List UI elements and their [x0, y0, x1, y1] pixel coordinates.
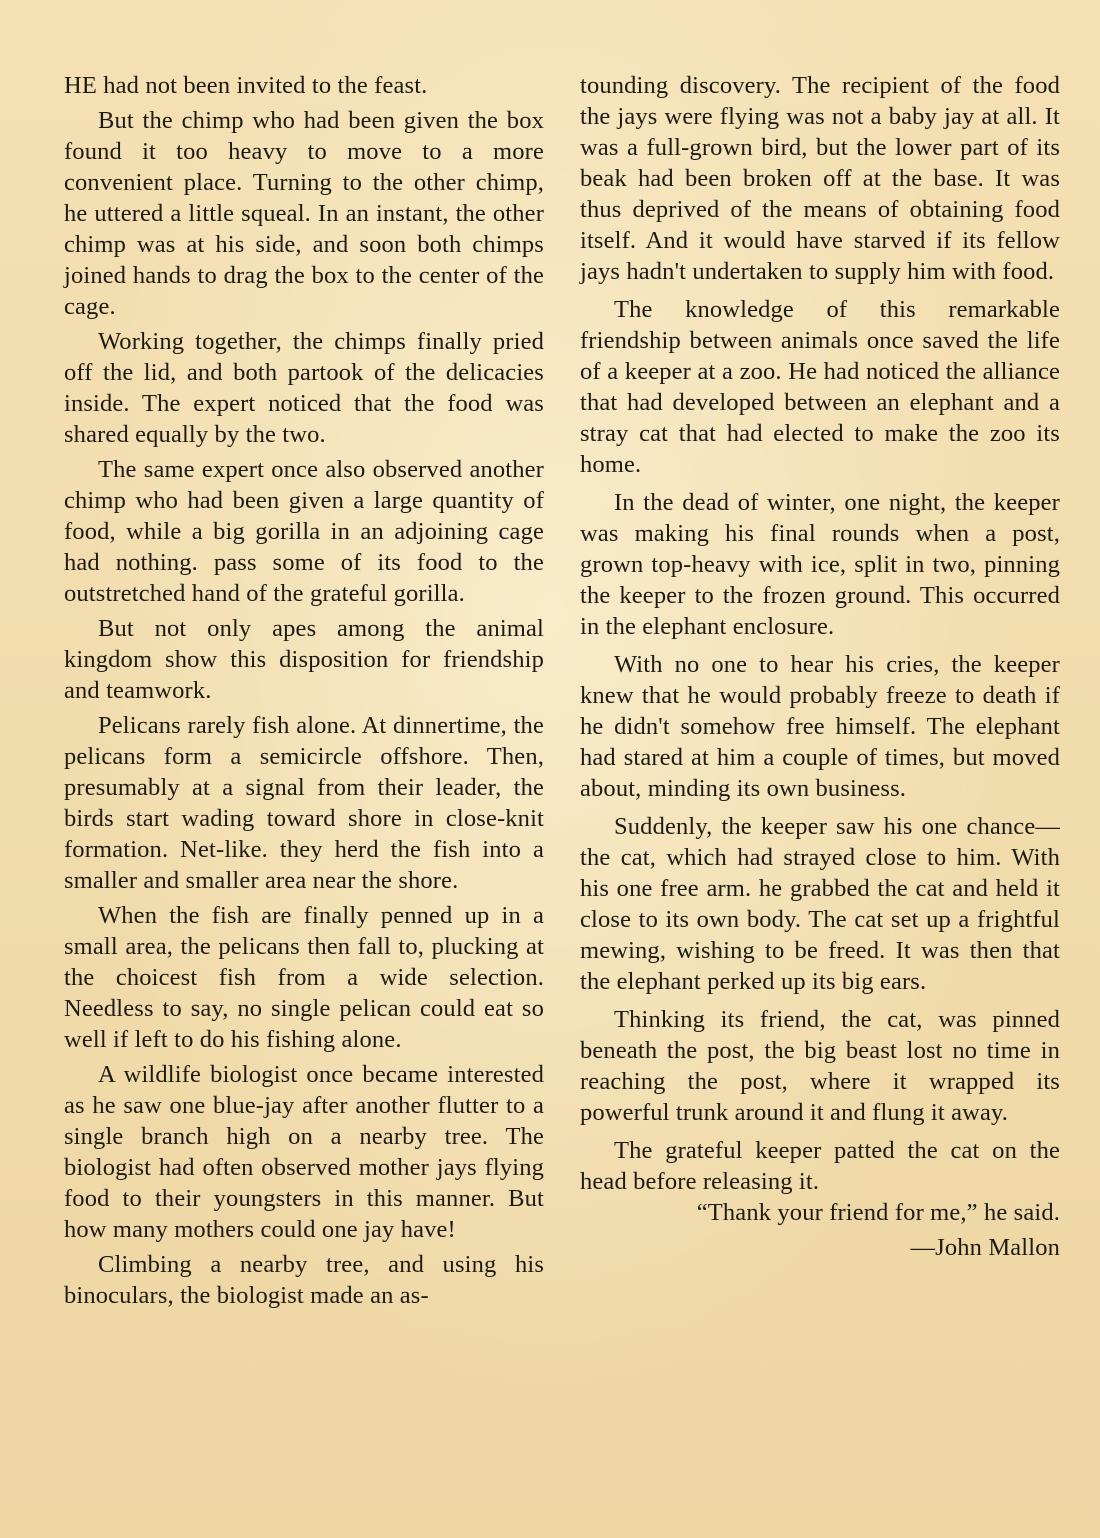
paragraph-grateful-keeper: The grateful keeper patted the cat on the head before releasing it. [580, 1137, 1060, 1195]
paragraph-pelicans: Pelicans rarely fish alone. At dinnertime, the pelicans form a semicircle offshore. Then, presumably at a signal from their leader, the birds start wading toward shore in close-knit formation. Net-like. they herd the fish into a smaller and smaller area near the shore. [64, 712, 544, 894]
paragraph-zoo-keeper: The knowledge of this remarkable friendship between animals once saved the life of a keeper at a zoo. He had noticed the alliance that had developed between an elephant and a stray cat that had elected to make the zoo its home. [580, 296, 1060, 478]
paragraph-big-beast: Thinking its friend, the cat, was pinned beneath the post, the big beast lost no time in reaching the post, where it wrapped its powerful trunk around it and flung it away. [580, 1006, 1060, 1126]
closing-quote: “Thank your friend for me,” he said. [696, 1199, 1060, 1226]
paragraph-chimp-box: But the chimp who had been given the box found it too heavy to move to a more convenient place. Turning to the other chimp, he uttered a little squeal. In an instant, the other chimp was at his side, and soon both chimps joined hands to drag the box to the center of the cage. [64, 107, 544, 320]
paragraph-biologist: A wildlife biologist once became interested as he saw one blue-jay after another flutter to a single branch high on a nearby tree. The biologist had often observed mother jays flying food to their youngsters in this manner. But how many mothers could one jay have! [64, 1061, 544, 1243]
paragraph-climbing: Climbing a nearby tree, and using his binoculars, the biologist made an as- [64, 1251, 544, 1309]
paragraph-winter-night: In the dead of winter, one night, the keeper was making his final rounds when a post, grown top-heavy with ice, split in two, pinning the keeper to the frozen ground. This occurred in the elephant enclosure. [580, 489, 1060, 640]
paragraph-pelicans-feast: When the fish are finally penned up in a small area, the pelicans then fall to, plucking at the choicest fish from a wide selection. Needless to say, no single pelican could eat so well if left to do his fishing alone. [64, 902, 544, 1053]
paragraph-discovery: tounding discovery. The recipient of the food the jays were flying was not a baby jay at all. It was a full-grown bird, but the lower part of its beak had been broken off at the base. It was thus deprived of the means of obtaining food itself. And it would have starved if its fellow jays hadn't undertaken to supply him with food. [580, 72, 1060, 285]
paragraph-gorilla: The same expert once also observed another chimp who had been given a large quantity of food, while a big gorilla in an adjoining cage had nothing. pass some of its food to the outstretched hand of the grateful gorilla. [64, 456, 544, 607]
paragraph-cat-chance: Suddenly, the keeper saw his one chance—the cat, which had strayed close to him. With his one free arm. he grabbed the cat and held it close to its own body. The cat set up a frightful mewing, wishing to be freed. It was then that the elephant perked up its big ears. [580, 813, 1060, 995]
right-column [580, 70, 1060, 1267]
paragraph-continuation: HE had not been invited to the feast. [64, 72, 428, 99]
left-column [64, 70, 544, 1311]
paragraph-chimps-working: Working together, the chimps finally pried off the lid, and both partook of the delicacies inside. The expert noticed that the food was shared equally by the two. [64, 328, 544, 448]
paragraph-cries: With no one to hear his cries, the keeper knew that he would probably freeze to death if he didn't somehow free himself. The elephant had stared at him a couple of times, but moved about, minding its own business. [580, 651, 1060, 802]
author-byline: —John Mallon [910, 1234, 1060, 1261]
paragraph-animal-kingdom: But not only apes among the animal kingdom show this disposition for friendship and teamwork. [64, 615, 544, 704]
